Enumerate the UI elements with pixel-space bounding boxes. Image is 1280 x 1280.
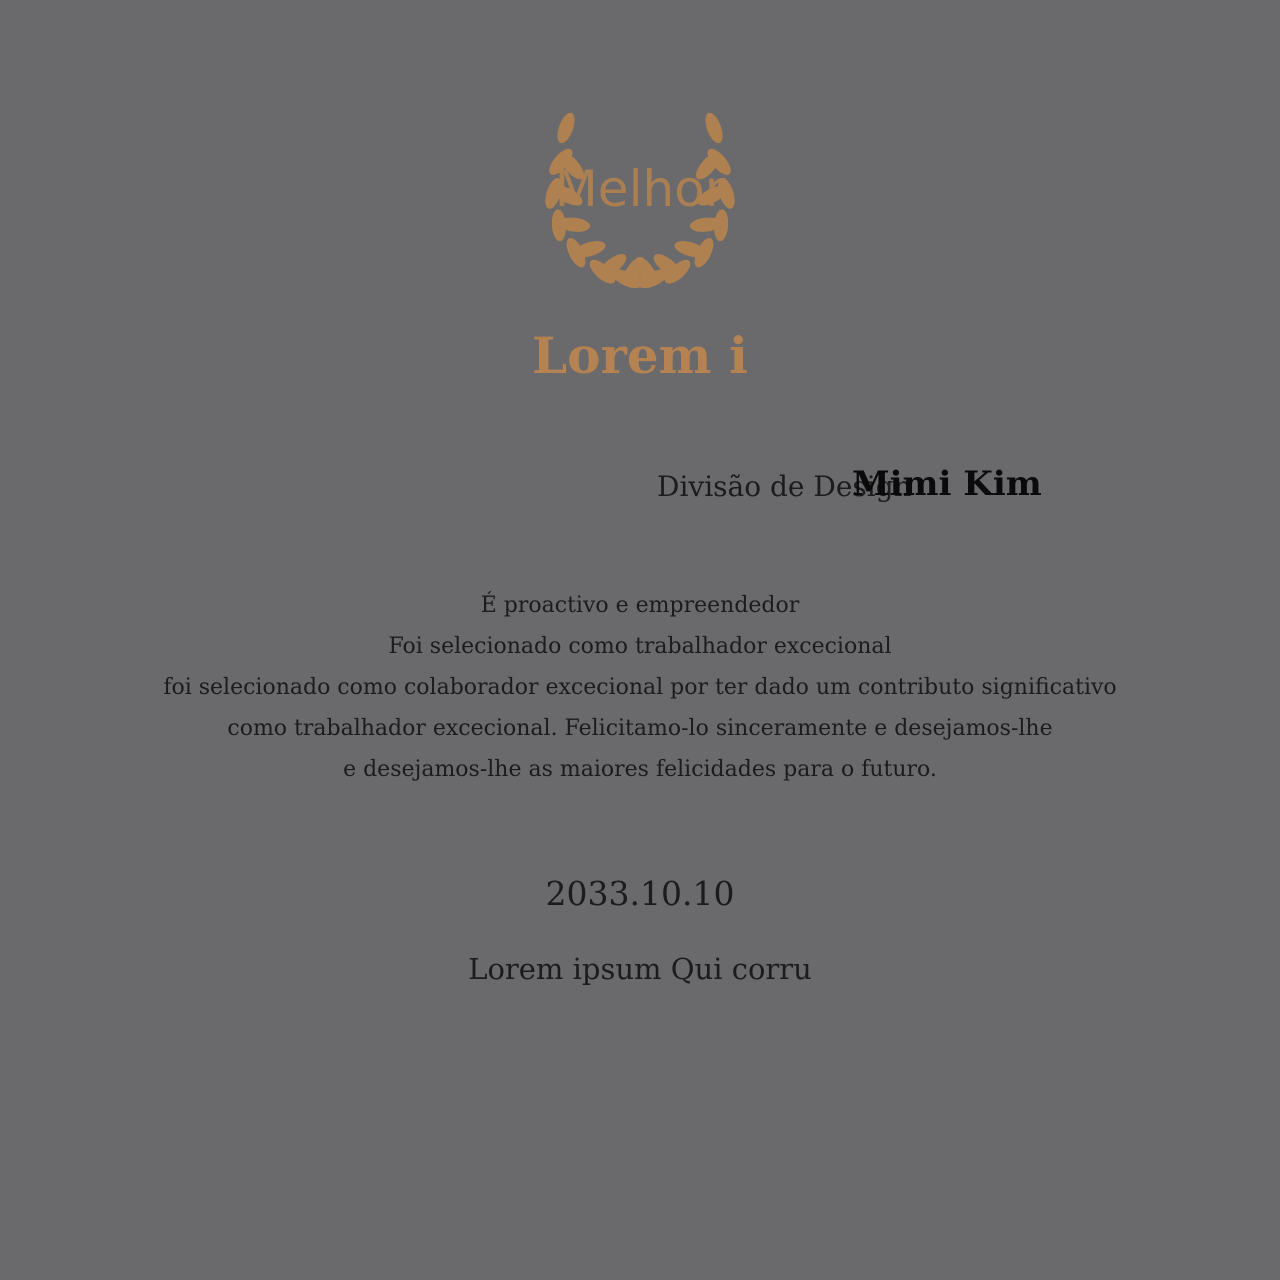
recipient-name: Mimi Kim bbox=[852, 464, 1042, 504]
award-title: Lorem i bbox=[532, 326, 748, 385]
citation-line: Foi selecionado como trabalhador excecional bbox=[388, 634, 892, 659]
issuer-name: Lorem ipsum Qui corru bbox=[468, 952, 812, 986]
citation-line: É proactivo e empreendedor bbox=[480, 593, 800, 618]
citation-line: como trabalhador excecional. Felicitamo-lo sinceramente e desejamos-lhe bbox=[227, 716, 1053, 741]
award-date: 2033.10.10 bbox=[545, 874, 735, 913]
division-label: Divisão de Design bbox=[657, 470, 912, 503]
citation-line: foi selecionado como colaborador excecional por ter dado um contributo significativo bbox=[163, 675, 1117, 700]
citation-line: e desejamos-lhe as maiores felicidades para o futuro. bbox=[343, 757, 937, 782]
citation-text bbox=[0, 585, 1280, 790]
laurel-wreath bbox=[520, 100, 760, 300]
wreath-word: Melhor bbox=[554, 160, 726, 218]
